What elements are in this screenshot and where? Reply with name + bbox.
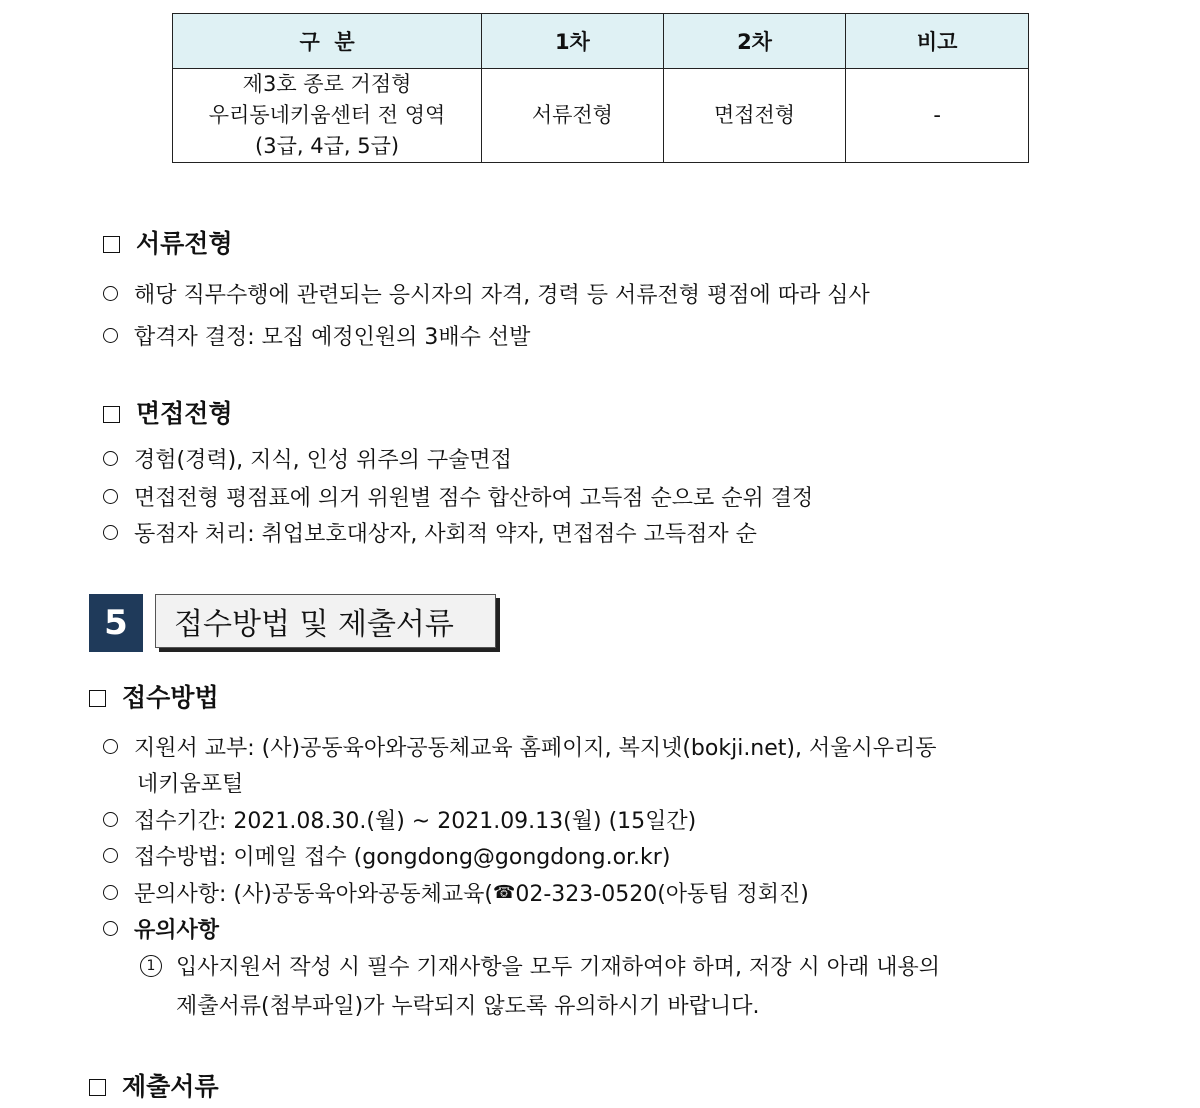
circle-bullet-icon	[103, 812, 118, 827]
list-item: 지원서 교부: (사)공동육아와공동체교육 홈페이지, 복지넷(bokji.net), 서울시우리동	[103, 731, 937, 762]
circle-bullet-icon	[103, 739, 118, 754]
list-item: 문의사항: (사)공동육아와공동체교육( ☎ 02-323-0520(아동팀 정회진)	[103, 877, 809, 908]
checkbox-square-icon	[89, 690, 106, 707]
table-header-row	[173, 14, 1029, 69]
table-row	[173, 69, 1029, 163]
submission-heading: 제출서류	[89, 1067, 219, 1103]
list-item: 경험(경력), 지식, 인성 위주의 구술면접	[103, 443, 512, 474]
circle-bullet-icon	[103, 451, 118, 466]
interview-heading: 면접전형	[103, 394, 233, 430]
cell-second-round: 면접전형	[663, 69, 846, 163]
list-item: 면접전형 평점표에 의거 위원별 점수 합산하여 고득점 순으로 순위 결정	[103, 481, 813, 512]
header-category: 구 분	[173, 14, 482, 69]
list-item: 해당 직무수행에 관련되는 응시자의 자격, 경력 등 서류전형 평점에 따라 심사	[103, 278, 870, 309]
telephone-icon: ☎	[492, 882, 516, 903]
list-item: 유의사항	[103, 913, 219, 944]
header-second-round: 2차	[663, 14, 846, 69]
circle-bullet-icon	[103, 921, 118, 936]
section-title: 접수방법 및 제출서류	[155, 594, 496, 648]
cell-category: 제3호 종로 거점형 우리동네키움센터 전 영역 (3급, 4급, 5급)	[173, 69, 482, 163]
note-item: 1 입사지원서 작성 시 필수 기재사항을 모두 기재하여야 하며, 저장 시 아래 내용의	[140, 950, 940, 981]
cell-first-round: 서류전형	[482, 69, 664, 163]
circle-bullet-icon	[103, 525, 118, 540]
list-item: 접수기간: 2021.08.30.(월) ~ 2021.09.13(월) (15일간)	[103, 804, 696, 835]
circled-number-marker: 1	[140, 955, 162, 977]
header-note: 비고	[846, 14, 1029, 69]
selection-table	[172, 13, 1029, 163]
checkbox-square-icon	[89, 1079, 106, 1096]
list-item: 접수방법: 이메일 접수 (gongdong@gongdong.or.kr)	[103, 840, 670, 871]
section-number-badge: 5	[89, 594, 143, 652]
cell-note: -	[846, 69, 1029, 163]
checkbox-square-icon	[103, 406, 120, 423]
header-first-round: 1차	[482, 14, 664, 69]
note-item-continuation: 제출서류(첨부파일)가 누락되지 않도록 유의하시기 바랍니다.	[176, 994, 760, 1019]
reception-heading: 접수방법	[89, 678, 219, 714]
circle-bullet-icon	[103, 885, 118, 900]
circle-bullet-icon	[103, 489, 118, 504]
circle-bullet-icon	[103, 286, 118, 301]
list-item: 동점자 처리: 취업보호대상자, 사회적 약자, 면접점수 고득점자 순	[103, 517, 757, 548]
checkbox-square-icon	[103, 236, 120, 253]
list-item-continuation: 네키움포털	[137, 772, 244, 797]
circle-bullet-icon	[103, 328, 118, 343]
list-item: 합격자 결정: 모집 예정인원의 3배수 선발	[103, 320, 530, 351]
document-screening-heading: 서류전형	[103, 224, 233, 260]
circle-bullet-icon	[103, 848, 118, 863]
